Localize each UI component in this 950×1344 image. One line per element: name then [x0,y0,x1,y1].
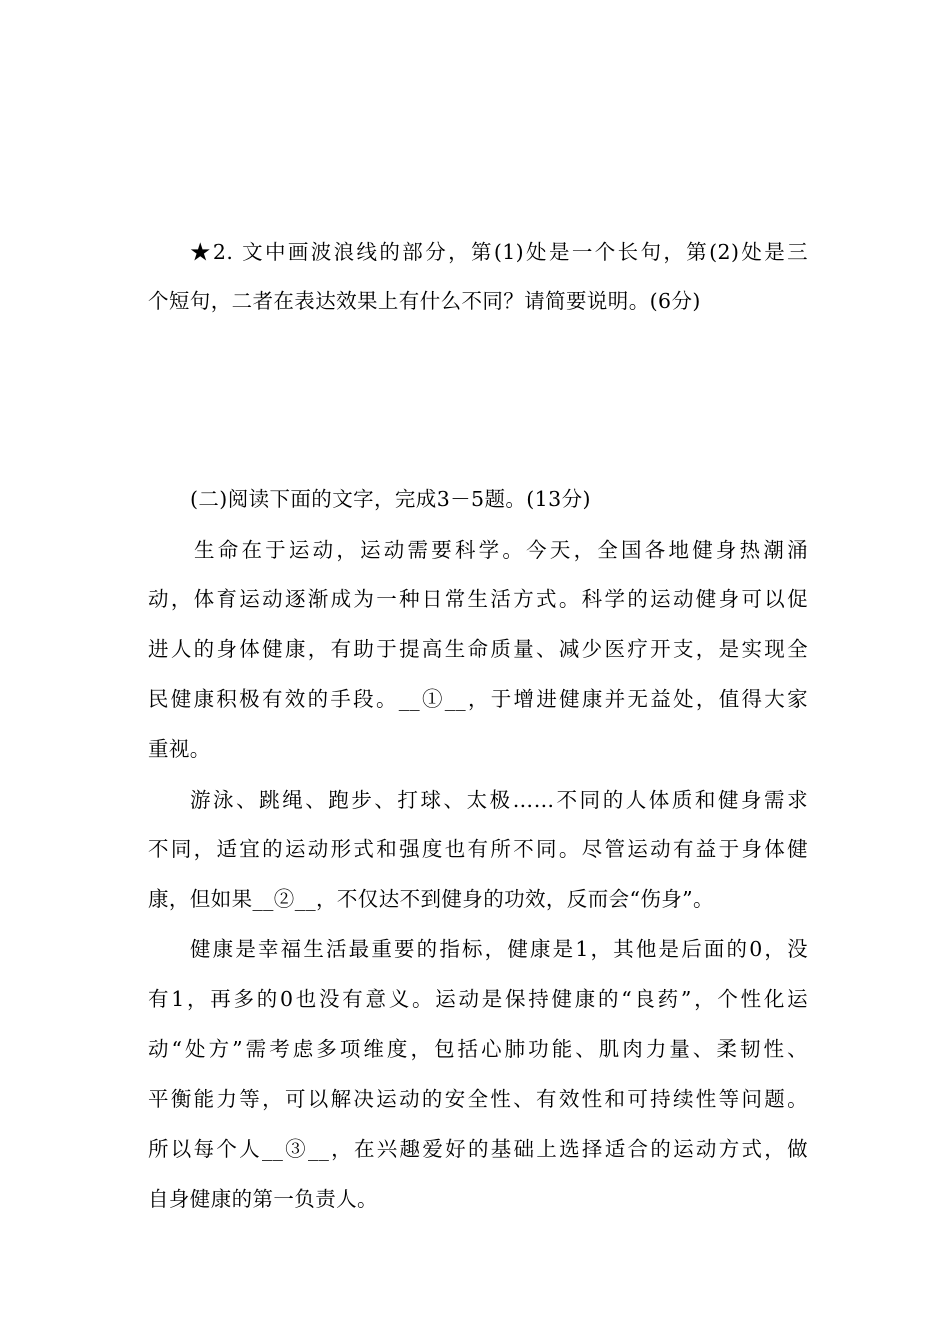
paragraph-2-line-2: 不同，适宜的运动形式和强度也有所不同。尽管运动有益于身体健 [148,837,808,861]
section-heading: (二)阅读下面的文字，完成3－5题。(13分) [190,487,591,511]
paragraph-1-line-4: 民健康积极有效的手段。__①__，于增进健康并无益处，值得大家 [148,687,808,711]
paragraph-3-line-2: 有1，再多的0也没有意义。运动是保持健康的“良药”，个性化运 [148,987,808,1011]
paragraph-3-line-6: 自身健康的第一负责人。 [148,1187,378,1211]
paragraph-3-line-1: 健康是幸福生活最重要的指标，健康是1，其他是后面的0，没 [190,937,808,961]
paragraph-1-line-5: 重视。 [148,737,211,761]
paragraph-1-line-1: 生命在于运动，运动需要科学。今天，全国各地健身热潮涌 [194,538,808,562]
paragraph-1-line-3: 进人的身体健康，有助于提高生命质量、减少医疗开支，是实现全 [148,637,808,661]
paragraph-2-line-3: 康，但如果__②__，不仅达不到健身的功效，反而会“伤身”。 [148,887,714,911]
paragraph-3-line-5: 所以每个人__③__，在兴趣爱好的基础上选择适合的运动方式，做 [148,1137,808,1161]
question-2-line-2: 个短句，二者在表达效果上有什么不同？请简要说明。(6分) [148,289,701,313]
paragraph-1-line-2: 动，体育运动逐渐成为一种日常生活方式。科学的运动健身可以促 [148,587,808,611]
question-2-line-1: ★2. 文中画波浪线的部分，第(1)处是一个长句，第(2)处是三 [190,240,808,264]
paragraph-3-line-4: 平衡能力等，可以解决运动的安全性、有效性和可持续性等问题。 [148,1087,808,1111]
paragraph-2-line-1: 游泳、跳绳、跑步、打球、太极……不同的人体质和健身需求 [190,788,808,812]
paragraph-3-line-3: 动“处方”需考虑多项维度，包括心肺功能、肌肉力量、柔韧性、 [148,1037,808,1061]
